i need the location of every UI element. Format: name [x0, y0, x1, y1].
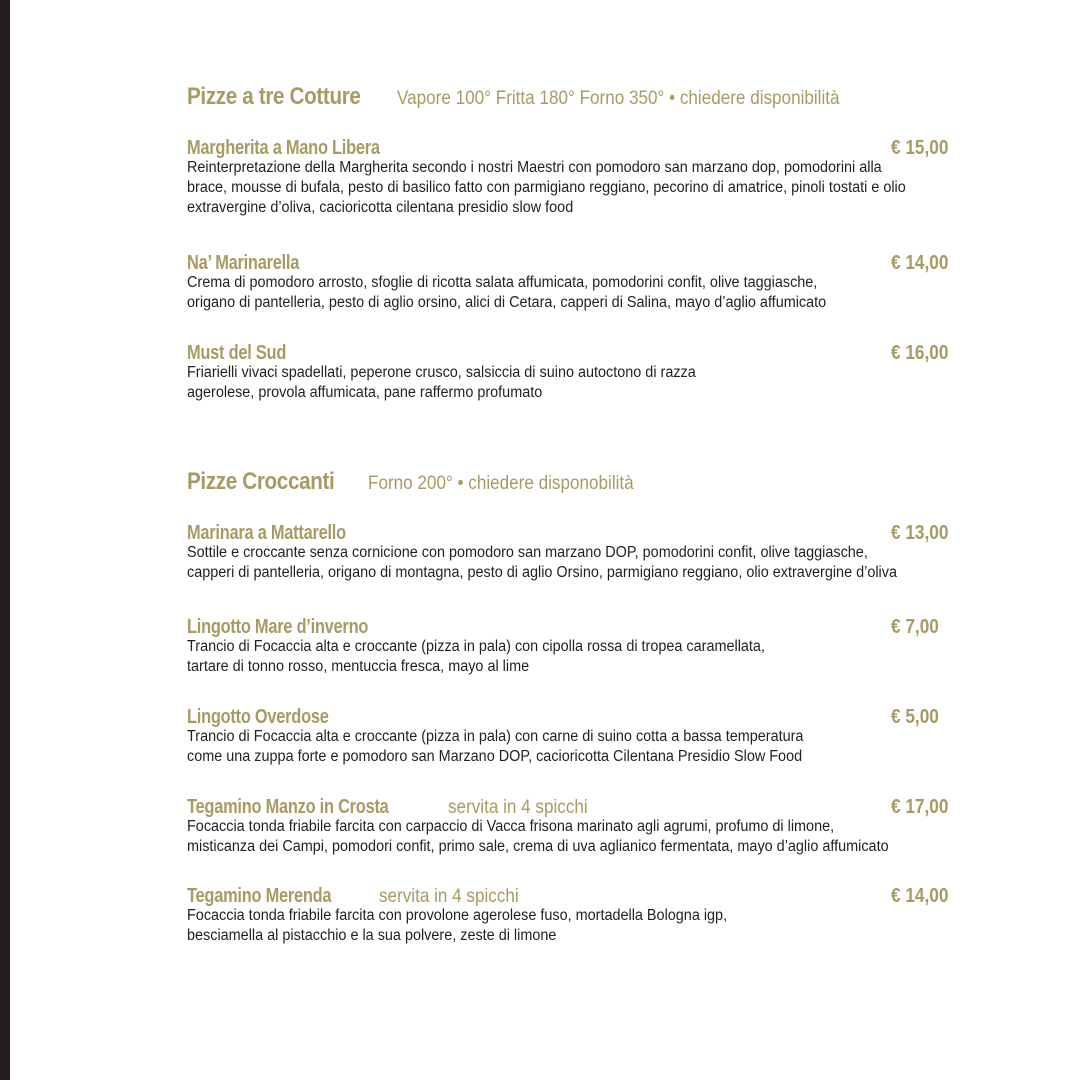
section-title: Pizze Croccanti [187, 468, 335, 495]
item-description: Sottile e croccante senza cornicione con pomodoro san marzano DOP, pomodorini confit, olive taggiasche, capperi di pantelleria, origano di montagna, pesto di aglio Orsino, parmigiano reggiano, olio extravergine d’oliva [187, 544, 897, 581]
item-price: € 14,00 [891, 885, 949, 907]
item-description: Friarielli vivaci spadellati, peperone crusco, salsiccia di suino autoctono di razza agerolese, provola affumicata, pane raffermo profumato [187, 364, 696, 401]
section-subtitle: Vapore 100° Fritta 180° Forno 350° • chiedere disponibilità [396, 88, 840, 109]
menu-item-lingotto-mare [187, 616, 987, 677]
menu-item-marinara-mattarello [187, 522, 987, 583]
item-description: Crema di pomodoro arrosto, sfoglie di ricotta salata affumicata, pomodorini confit, olive taggiasche, origano di pantelleria, pesto di aglio orsino, alici di Cetara, capperi di Salina, mayo d’aglio affumicato [187, 274, 827, 311]
item-name: Lingotto Overdose [187, 706, 329, 728]
section-title: Pizze a tre Cotture [187, 83, 361, 110]
menu-item-tegamino-merenda [187, 885, 987, 946]
menu-item-marinarella [187, 252, 987, 313]
item-price: € 15,00 [891, 137, 949, 159]
item-price: € 16,00 [891, 342, 949, 364]
item-name: Tegamino Merenda [187, 885, 332, 907]
item-description: Reinterpretazione della Margherita secondo i nostri Maestri con pomodoro san marzano dop, pomodorini alla brace, mousse di bufala, pesto di basilico fatto con parmigiano reggiano, pecorino di amatrice, pinoli tostati e olio extravergine d’oliva, cacioricotta cilentana presidio slow food [187, 159, 906, 216]
item-description: Trancio di Focaccia alta e croccante (pizza in pala) con carne di suino cotta a bassa temperatura come una zuppa forte e pomodoro san Marzano DOP, cacioricotta Cilentana Presidio Slow Food [187, 728, 804, 765]
section-header-croccanti [187, 468, 664, 496]
item-name: Must del Sud [187, 342, 287, 364]
item-name: Margherita a Mano Libera [187, 137, 380, 159]
item-price: € 14,00 [891, 252, 949, 274]
menu-item-tegamino-manzo [187, 796, 987, 857]
item-name: Na’ Marinarella [187, 252, 300, 274]
item-name: Tegamino Manzo in Crosta [187, 796, 389, 818]
item-price: € 5,00 [891, 706, 939, 728]
left-page-edge [0, 0, 10, 1080]
item-name: Marinara a Mattarello [187, 522, 346, 544]
menu-item-lingotto-overdose [187, 706, 987, 767]
menu-item-must-del-sud [187, 342, 987, 403]
item-price: € 7,00 [891, 616, 939, 638]
section-header-tre-cotture [187, 83, 889, 111]
section-subtitle: Forno 200° • chiedere disponobilità [368, 473, 635, 494]
item-description: Focaccia tonda friabile farcita con carpaccio di Vacca frisona marinato agli agrumi, profumo di limone, misticanza dei Campi, pomodori confit, primo sale, crema di uva aglianico fermentata, mayo d’aglio affumicato [187, 818, 889, 855]
item-serving-note: servita in 4 spicchi [379, 886, 519, 907]
item-description: Focaccia tonda friabile farcita con provolone agerolese fuso, mortadella Bologna igp, besciamella al pistacchio e la sua polvere, zeste di limone [187, 907, 728, 944]
item-description: Trancio di Focaccia alta e croccante (pizza in pala) con cipolla rossa di tropea caramellata, tartare di tonno rosso, mentuccia fresca, mayo al lime [187, 638, 765, 675]
item-name: Lingotto Mare d’inverno [187, 616, 369, 638]
item-price: € 13,00 [891, 522, 949, 544]
item-price: € 17,00 [891, 796, 949, 818]
item-serving-note: servita in 4 spicchi [448, 797, 588, 818]
menu-item-margherita [187, 137, 987, 218]
